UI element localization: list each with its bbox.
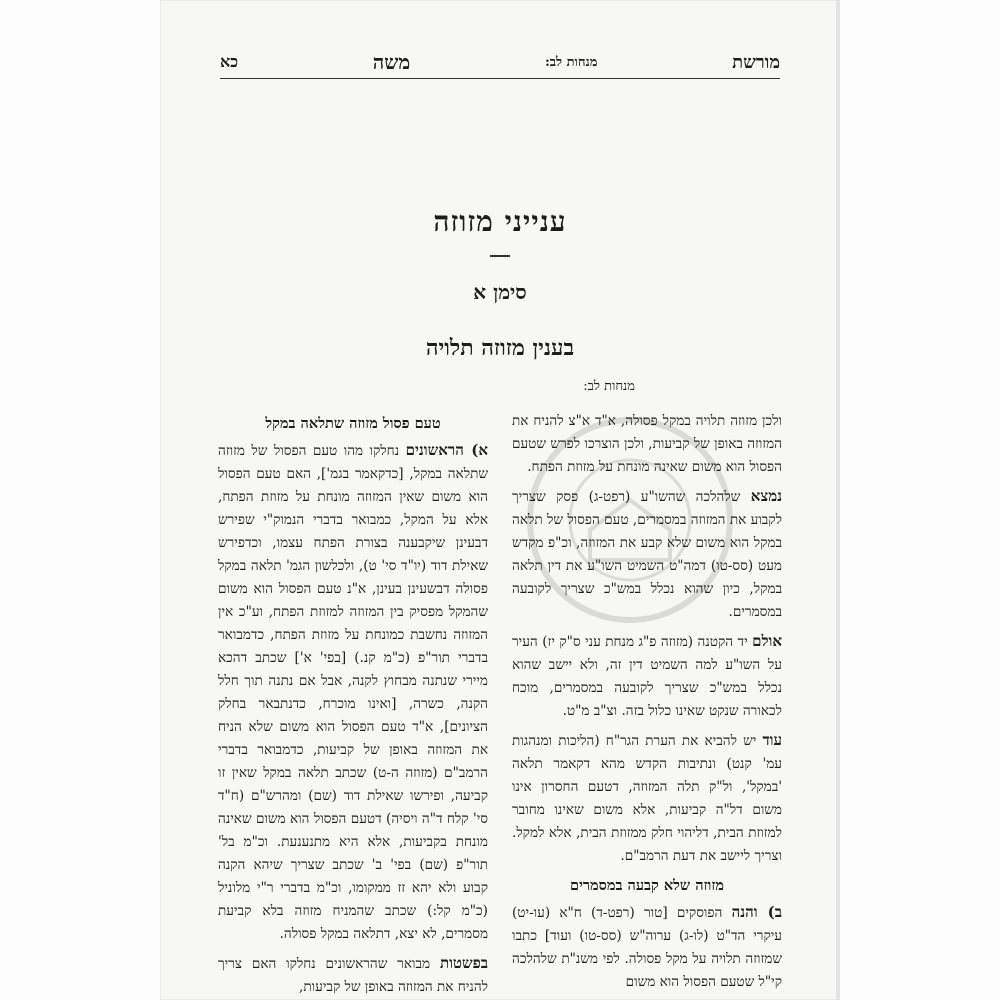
- paragraph: [512, 901, 782, 994]
- running-header: [220, 48, 780, 76]
- header-divider: [220, 78, 780, 79]
- chapter-title: ענייני מזוזה: [433, 205, 567, 238]
- paragraph-lead-word: עוד: [762, 731, 782, 749]
- paragraph-text: ולכן מזוזה תלויה במקל פסולה, א"ד א"צ להניח את המזוזה באופן של קביעות, ולכן הוצרכו לפרש שטעם הפסול הוא משום שאינה מונחת על מזוזת הפתח.: [512, 413, 782, 475]
- gemara-reference: מנחות לב:: [583, 379, 635, 394]
- paragraph-text: הפוסקים [טור (רפט-ד) ח"א (עו-יט) עיקרי הד"ט (לו-ג) ערוה"ש (סס-טו) ועוד] כתבו שמזוזה תלויה על מקל פסולה. לפי משנ"ת שלהלכה קי"ל שטעם הפסול הוא משום: [512, 905, 782, 990]
- paragraph: [512, 410, 782, 479]
- siman-heading: סימן א: [473, 280, 527, 304]
- paragraph: [512, 485, 782, 624]
- section-heading: טעם פסול מזוזה שתלאה במקל: [265, 415, 441, 432]
- header-tractate-ref: מנחות לב:: [544, 55, 598, 70]
- paragraph-lead-word: אולם: [752, 632, 782, 650]
- paragraph-text: יש להביא את הערת הגר"ח (הליכות ומנהגות עמ' קנט) ונתיבות הקדש מהא דקאמר תלאה 'במקל', ול"ק תלה המזוזה, דטעם החסרון אינו משום דל"ה קביעות, אלא משום שאינו מחובר למזוזת הבית, דליהוי חלק ממזוזת הבית, אלא למקל. וצריך ליישב את דעת הרמב"ם.: [512, 733, 782, 864]
- section-subject: בענין מזוזה תלויה: [425, 335, 575, 361]
- paragraph-lead-word: א) הראשונים: [405, 441, 488, 459]
- paragraph: [218, 952, 488, 999]
- left-text-column: [512, 410, 782, 990]
- paragraph-text: מבואר שהראשונים נחלקו האם צריך להניח את המזוזה באופן של קביעות,: [218, 956, 488, 995]
- right-text-column: [218, 410, 488, 995]
- book-page: [160, 0, 840, 1000]
- header-title-right: משה: [372, 49, 411, 74]
- paragraph-lead-word: ב) והנה: [731, 903, 782, 921]
- header-title-left: מורשת: [732, 51, 780, 73]
- paragraph-text: שלהלכה שהשו"ע (רפט-ג) פסק שצריך לקבוע את המזוזה במסמרים, טעם הפסול של תלאה במקל הוא משום שלא קבע את המזוזה, וכ"פ מקדש מעט (סס-טו) דמה"ט השמיט השו"ע את דין תלאה במקל, כיון שהוא נכלל במש"כ שצריך לקובעה במסמרים.: [512, 489, 782, 620]
- page-number: כא: [220, 52, 239, 71]
- paragraph-lead-word: בפשטות: [439, 954, 488, 972]
- paragraph: [512, 630, 782, 723]
- paragraph-text: נחלקו מהו טעם הפסול של מזוזה שתלאה במקל, [כדקאמר בגמ'], האם טעם הפסול הוא משום שאין המזוזה מונחת על מזוזת הפתח, אלא על המקל, כמבואר בדברי הנמוק"י שפירש דבעינן שיקבענה בצורת הפתח עצמו, וכדפירש שאילת דוד (יו"ד סי' ט), ולכלשון הגמ' תלאה במקל פסולה דבשעינן בעינן, א"נ טעם הפסול הוא משום שהמקל מפסיק בין המזוזה למזוזת הפתח, וע"כ אין המזוזה נחשבת כמונחת על מזוזת הפתח, כדמבואר בדברי תור"פ (כ"מ קנ.) [בפי' א'] שכתב דהכא מיירי שנתנה מבחוץ לקנה, אבל אם נתנה תוך חלל הקנה, כשרה, [ואינו מוכרח, כדנתבאר בחלק הציונים], א"ד טעם הפסול הוא משום שלא הניח את המזוזה באופן של קביעות, כדמבואר בדברי הרמב"ם (מזוזה ה-ט) שכתב תלאה במקל שאין זו קביעה, ופירשו שאילת דוד (שם) ומהרש"ם (ח"ד סי' קלח ד"ה ויסיה) דטעם הפסול הוא משום שאינה מונחת בקביעות, אלא היא מתנענעת. וכ"מ בל' תור"פ (שם) בפי' ב' שכתב שצריך שיהא הקנה קבוע ולא יהא זז ממקומו, וכ"מ בדברי ר"י מלוניל (כ"מ קל:) שכתב שהמניח מזוזה בלא קביעת מסמרים, לא יצא, דתלאה במקל פסולה.: [218, 443, 488, 942]
- title-underline: [490, 255, 510, 257]
- page-edge: [836, 0, 840, 1000]
- paragraph: [512, 729, 782, 868]
- paragraph: [218, 439, 488, 946]
- text-columns: [218, 410, 782, 995]
- paragraph-text: יד הקטנה (מזוזה פ"ג מנחת עני ס"ק יז) העיר על השו"ע למה השמיט דין זה, ולא יישב שהוא נכלל במש"כ שצריך לקובעה במסמרים, מוכח לכאורה שנקט שאינו כלול בזה. וצ"ב מ"ט.: [512, 634, 782, 719]
- section-heading: מזוזה שלא קבעה במסמרים: [570, 877, 724, 894]
- paragraph-lead-word: נמצא: [750, 487, 782, 505]
